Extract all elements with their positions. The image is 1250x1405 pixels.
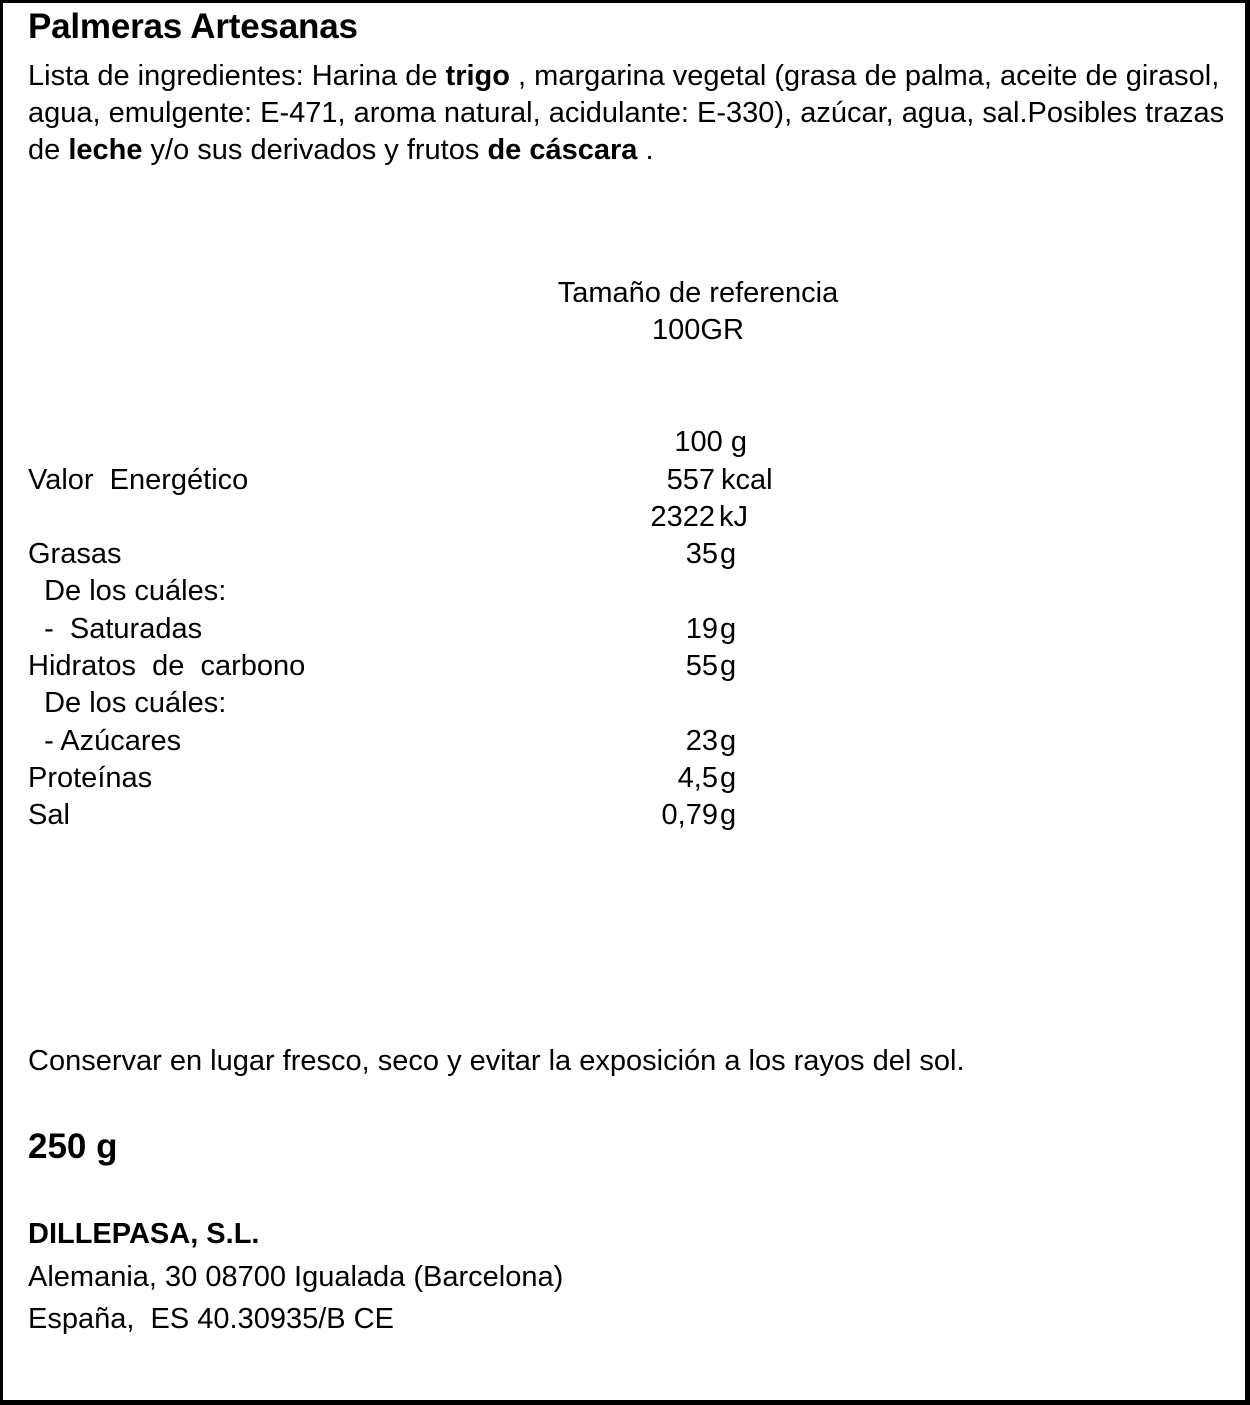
nutrition-unit: kcal bbox=[721, 464, 773, 496]
nutrition-unit: g bbox=[720, 650, 737, 682]
nutrition-value: 19 bbox=[685, 613, 718, 645]
nutrition-value: 4,5 bbox=[677, 762, 718, 794]
manufacturer-name: DILLEPASA, S.L. bbox=[28, 1218, 260, 1250]
nutrition-value: 557 bbox=[666, 464, 715, 496]
allergen-milk: leche bbox=[68, 134, 143, 166]
nutrition-unit: g bbox=[720, 762, 737, 794]
nutrition-value: 55 bbox=[685, 650, 718, 682]
nutrition-label: Proteínas bbox=[28, 762, 153, 794]
ingredients-text: Lista de ingredientes: Harina de bbox=[28, 60, 446, 92]
nutrition-unit: kJ bbox=[719, 501, 748, 533]
net-weight: 250 g bbox=[28, 1127, 118, 1166]
nutrition-unit: g bbox=[720, 725, 737, 757]
allergen-wheat: trigo bbox=[445, 60, 510, 92]
nutrition-unit: g bbox=[720, 538, 737, 570]
reference-value: 100GR bbox=[652, 314, 744, 346]
reference-size bbox=[443, 275, 953, 349]
nutrition-label: De los cuáles: bbox=[28, 575, 227, 607]
reference-label: Tamaño de referencia bbox=[557, 277, 839, 309]
ingredients-text: y/o sus derivados y frutos bbox=[142, 134, 488, 166]
nutrition-label: Valor Energético bbox=[28, 464, 249, 496]
nutrition-value: 0,79 bbox=[661, 799, 718, 831]
nutrition-unit: g bbox=[720, 613, 737, 645]
nutrition-label: De los cuáles: bbox=[28, 687, 227, 719]
nutrition-value: 23 bbox=[685, 725, 718, 757]
nutrition-label: Hidratos de carbono bbox=[28, 650, 306, 682]
nutrition-label: Grasas bbox=[28, 538, 122, 570]
storage-instructions: Conservar en lugar fresco, seco y evitar la exposición a los rayos del sol. bbox=[28, 1045, 965, 1077]
nutrition-unit: g bbox=[720, 799, 737, 831]
nutrition-column-header: 100 g bbox=[674, 426, 747, 458]
ingredients-list bbox=[28, 58, 1228, 169]
nutrition-label: - Saturadas bbox=[28, 613, 203, 645]
nutrition-value: 2322 bbox=[650, 501, 715, 533]
nutrition-label: - Azúcares bbox=[28, 725, 182, 757]
manufacturer-address: Alemania, 30 08700 Igualada (Barcelona) bbox=[28, 1261, 564, 1293]
product-title: Palmeras Artesanas bbox=[28, 7, 358, 46]
manufacturer-registry: España, ES 40.30935/B CE bbox=[28, 1303, 394, 1335]
ingredients-text: , margarina vegetal (grasa de palma, aceite de girasol, agua, emulgente: E-471, aroma natural, acidulante: E-330), azúcar, agua, sal.Posibles trazas de bbox=[28, 60, 1225, 166]
ingredients-text: . bbox=[637, 134, 654, 166]
nutrition-label: Sal bbox=[28, 799, 70, 831]
allergen-nuts: de cáscara bbox=[487, 134, 638, 166]
nutrition-value: 35 bbox=[685, 538, 718, 570]
